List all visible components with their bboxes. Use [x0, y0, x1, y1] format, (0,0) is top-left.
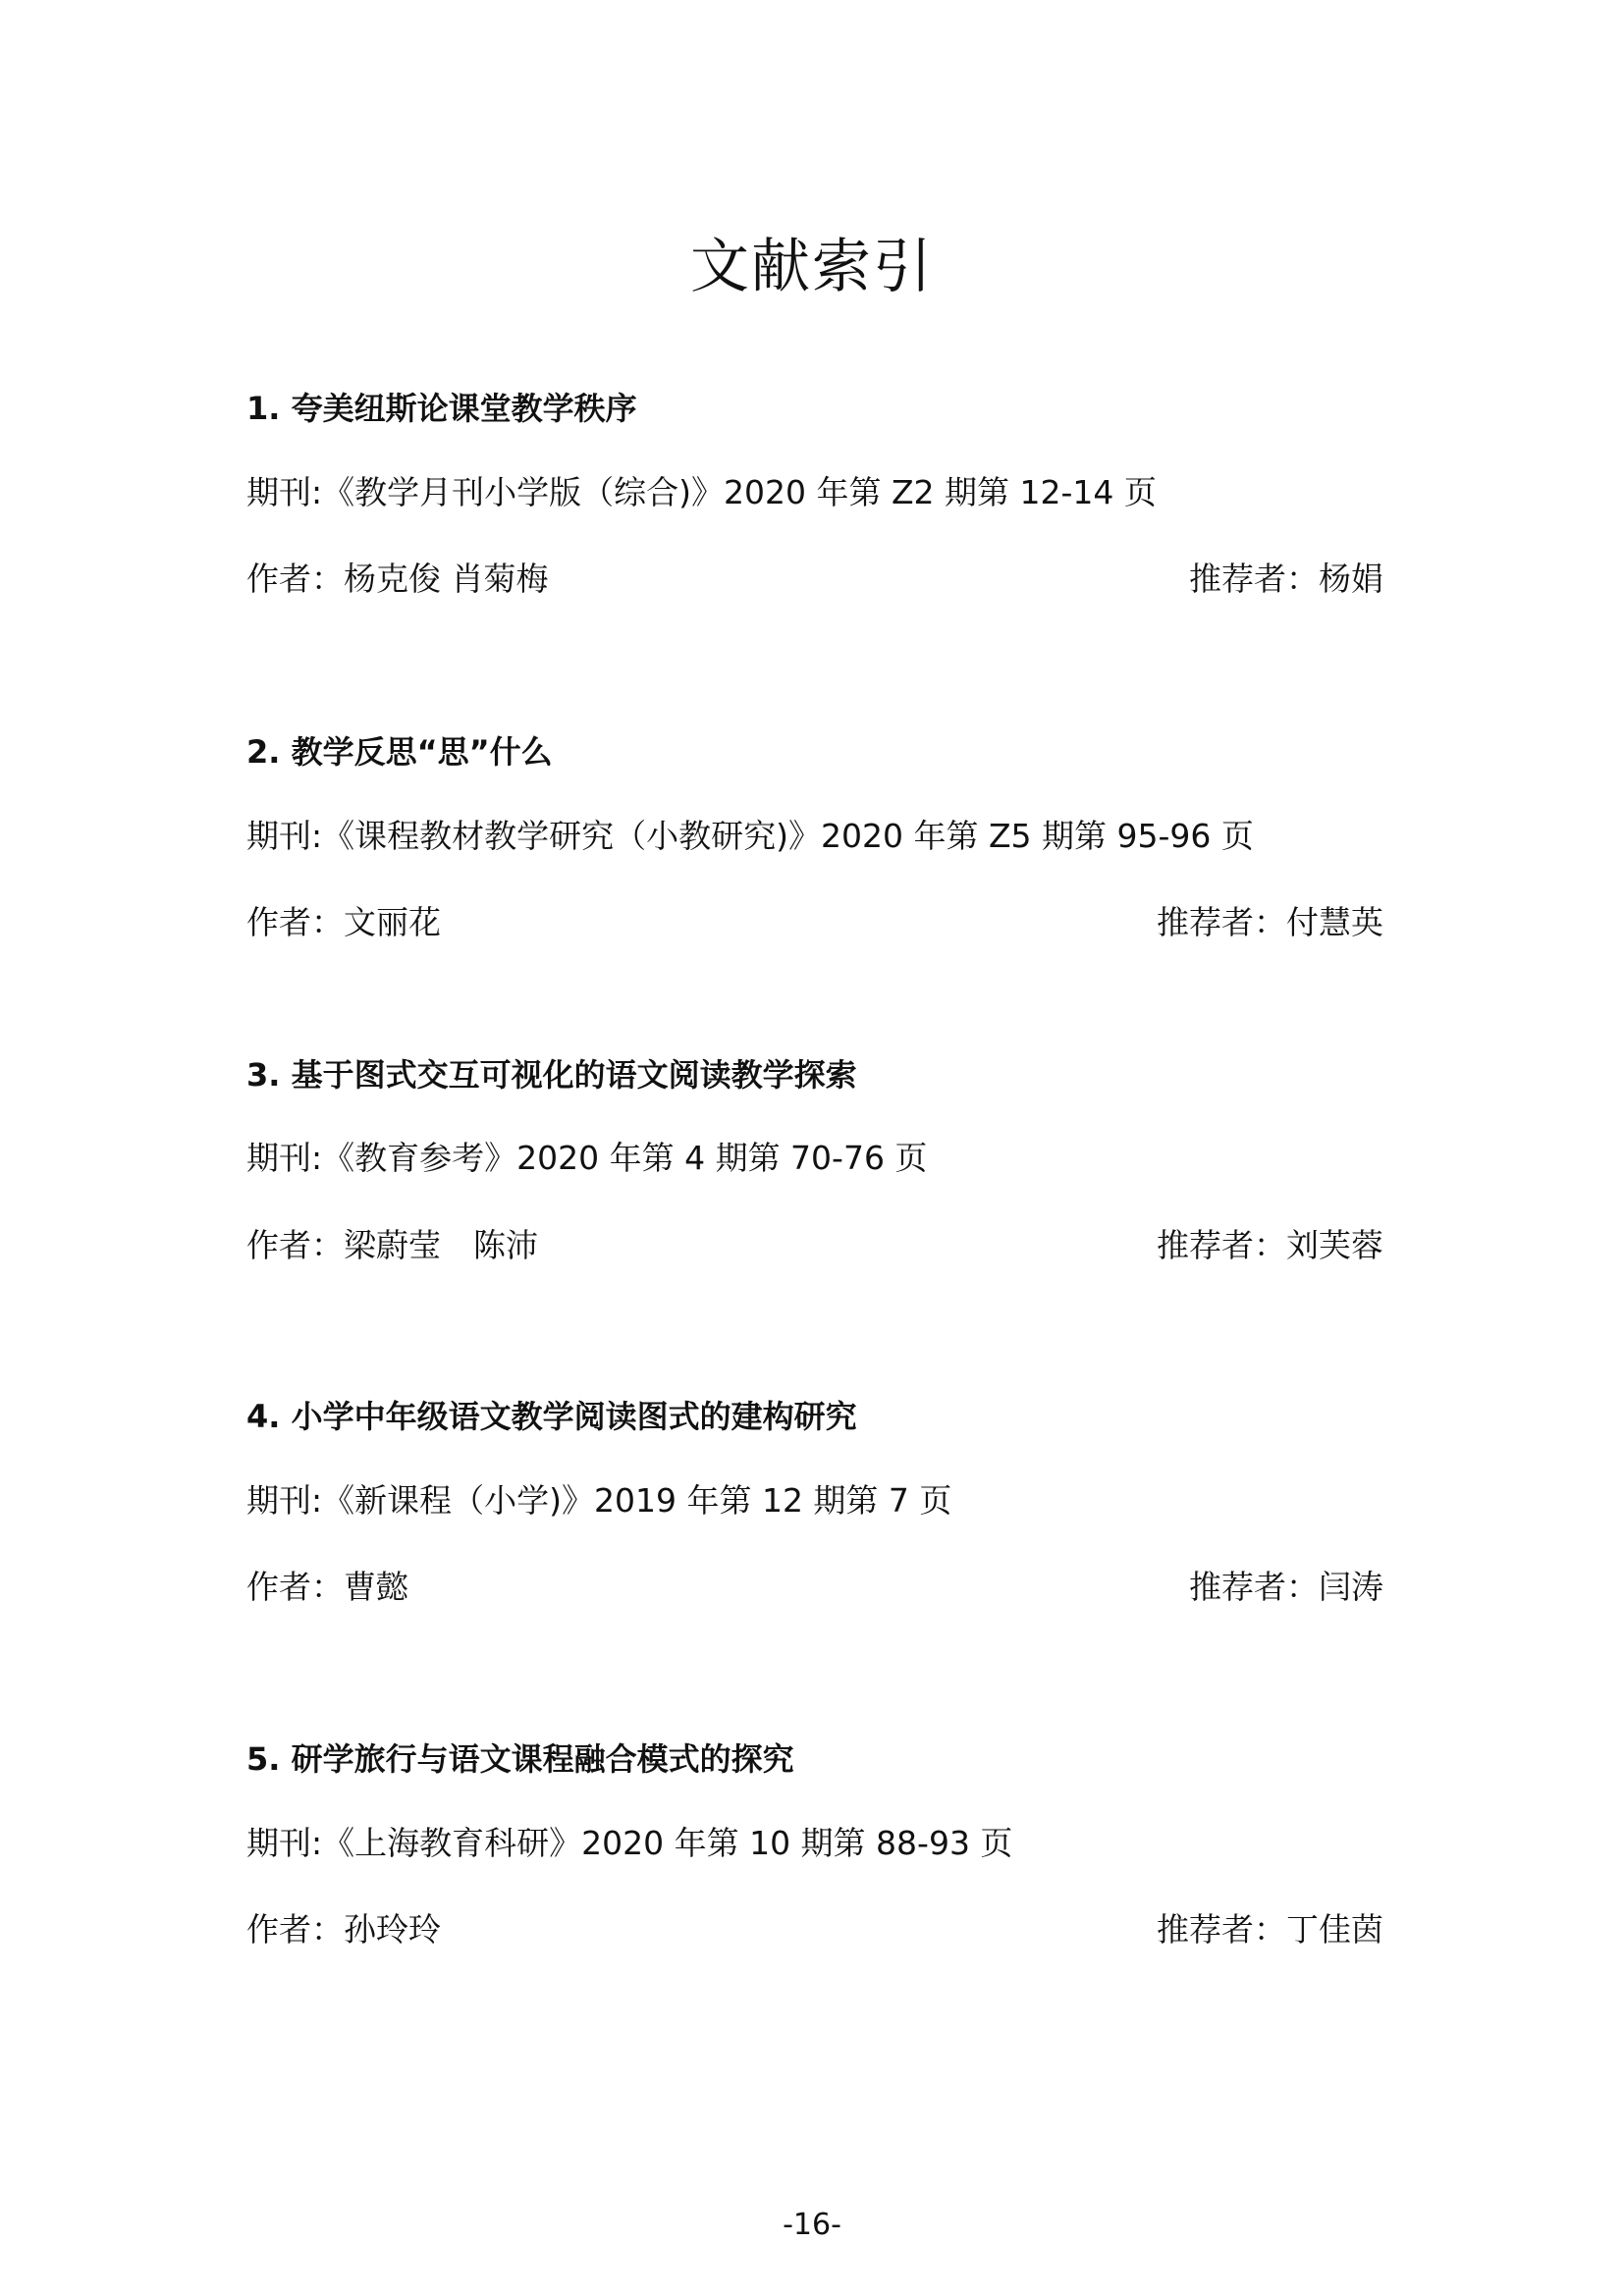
entry-journal: 期刊:《上海教育科研》2020 年第 10 期第 88-93 页: [246, 1824, 1013, 1862]
entry-authors: 作者：曹懿: [246, 1568, 408, 1606]
entry-title: 3. 基于图式交互可视化的语文阅读教学探索: [246, 1056, 857, 1094]
entry-journal: 期刊:《新课程（小学)》2019 年第 12 期第 7 页: [246, 1481, 952, 1520]
entry-recommender: 推荐者：丁佳茵: [1157, 1910, 1383, 1949]
entry-authors: 作者：孙玲玲: [246, 1910, 441, 1949]
entry-title: 5. 研学旅行与语文课程融合模式的探究: [246, 1740, 794, 1778]
entry-journal: 期刊:《课程教材教学研究（小教研究)》2020 年第 Z5 期第 95-96 页: [246, 817, 1254, 855]
entry-recommender: 推荐者：刘芙蓉: [1157, 1226, 1383, 1264]
entry-recommender: 推荐者：闫涛: [1189, 1568, 1383, 1606]
entry-title: 1. 夸美纽斯论课堂教学秩序: [246, 390, 637, 427]
entry-title: 4. 小学中年级语文教学阅读图式的建构研究: [246, 1398, 857, 1435]
entry-title: 2. 教学反思“思”什么: [246, 733, 553, 771]
entry-authors: 作者：梁蔚莹 陈沛: [246, 1226, 538, 1264]
entry-recommender: 推荐者：付慧英: [1157, 903, 1383, 941]
entry-authors: 作者：杨克俊 肖菊梅: [246, 560, 549, 598]
entry-authors: 作者：文丽花: [246, 903, 441, 941]
page-number: -16-: [783, 2208, 841, 2242]
entry-journal: 期刊:《教学月刊小学版（综合)》2020 年第 Z2 期第 12-14 页: [246, 473, 1157, 511]
page-title: 文献索引: [690, 233, 934, 301]
entry-recommender: 推荐者：杨娟: [1189, 560, 1383, 598]
entry-journal: 期刊:《教育参考》2020 年第 4 期第 70-76 页: [246, 1139, 928, 1177]
